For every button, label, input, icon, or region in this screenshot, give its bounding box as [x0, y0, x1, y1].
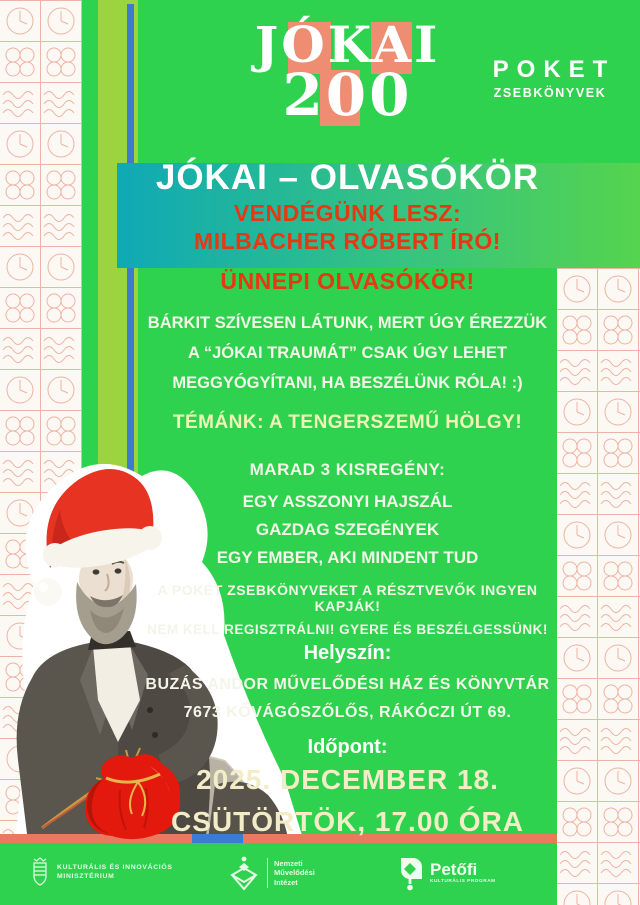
- novella-item: EGY ASSZONYI HAJSZÁL: [242, 492, 453, 511]
- no-registration-note: NEM KELL REGISZTRÁLNI! GYERE ÉS BESZÉLGESSÜNK!: [147, 622, 548, 637]
- description-line-1: BÁRKIT SZÍVESEN LÁTUNK, MERT ÚGY ÉREZZÜK: [147, 314, 548, 332]
- free-books-note: A POKET ZSEBKÖNYVEKET A RÉSZTVEVŐK INGYEN KAPJÁK!: [157, 582, 538, 614]
- topic-line: TÉMÁNK: A TENGERSZEMŰ HÖLGY!: [172, 412, 523, 433]
- ministry-name-line2: MINISZTÉRIUM: [57, 873, 115, 880]
- description-line-3: MEGGYÓGYÍTANI, HA BESZÉLÜNK RÓLA! :): [172, 374, 523, 392]
- hungary-coat-of-arms-icon: [30, 856, 50, 888]
- petofi-name: [430, 861, 496, 885]
- novellas-intro: MARAD 3 KISREGÉNY:: [249, 460, 446, 479]
- jokai-logo-200: 200: [282, 61, 413, 129]
- poster-content: [138, 0, 557, 905]
- occasion-line: ÜNNEPI OLVASÓKÖR!: [220, 268, 475, 294]
- poket-logo-subtitle: ZSEBKÖNYVEK: [493, 86, 607, 100]
- ministry-name: [57, 863, 173, 881]
- location-label: Helyszín:: [303, 642, 392, 664]
- nmi-name-line3: Intézet: [274, 877, 298, 887]
- folk-pattern-right: [557, 268, 640, 905]
- nmi-ornament-icon: [228, 855, 260, 891]
- petofi-logo: [396, 854, 496, 892]
- poket-logo-title: POKET: [492, 56, 616, 83]
- hat-pompom: [34, 578, 62, 606]
- event-title: JÓKAI – OLVASÓKÖR: [155, 158, 540, 197]
- ministry-logo: [30, 856, 173, 888]
- petofi-title: Petőfi: [430, 860, 478, 879]
- location-address: 7673 KŐVÁGÓSZŐLŐS, RÁKÓCZI ÚT 69.: [183, 704, 512, 721]
- guest-intro: VENDÉGÜNK LESZ:: [233, 200, 462, 226]
- event-description: [138, 308, 557, 398]
- nmi-name: [274, 859, 315, 888]
- novellas-list: [138, 488, 557, 572]
- event-date: 2025. DECEMBER 18.: [196, 764, 499, 795]
- description-line-2: A “JÓKAI TRAUMÁT” CSAK ÚGY LEHET: [187, 344, 507, 362]
- jokai-200-logo: [138, 15, 557, 129]
- petofi-bell-icon: [396, 854, 424, 892]
- nmi-name-line2: Művelődési: [274, 868, 315, 878]
- guest-name: MILBACHER RÓBERT ÍRÓ!: [194, 228, 501, 254]
- nmi-logo: [228, 855, 315, 891]
- nmi-name-line1: Nemzeti: [274, 858, 303, 868]
- time-label: Időpont:: [307, 736, 388, 758]
- novella-item: EGY EMBER, AKI MINDENT TUD: [216, 548, 479, 567]
- event-time: CSÜTÖRTÖK, 17.00 ÓRA: [171, 806, 524, 837]
- logo-divider: [267, 858, 268, 888]
- petofi-subtitle: KULTURÁLIS PROGRAM: [430, 879, 496, 884]
- location-name: BUZÁS ANDOR MŰVELŐDÉSI HÁZ ÉS KÖNYVTÁR: [145, 676, 550, 693]
- ministry-name-line1: KULTURÁLIS ÉS INNOVÁCIÓS: [57, 864, 173, 871]
- novella-item: GAZDAG SZEGÉNYEK: [255, 520, 440, 539]
- jokai-logo-word: JÓKAI: [254, 15, 441, 74]
